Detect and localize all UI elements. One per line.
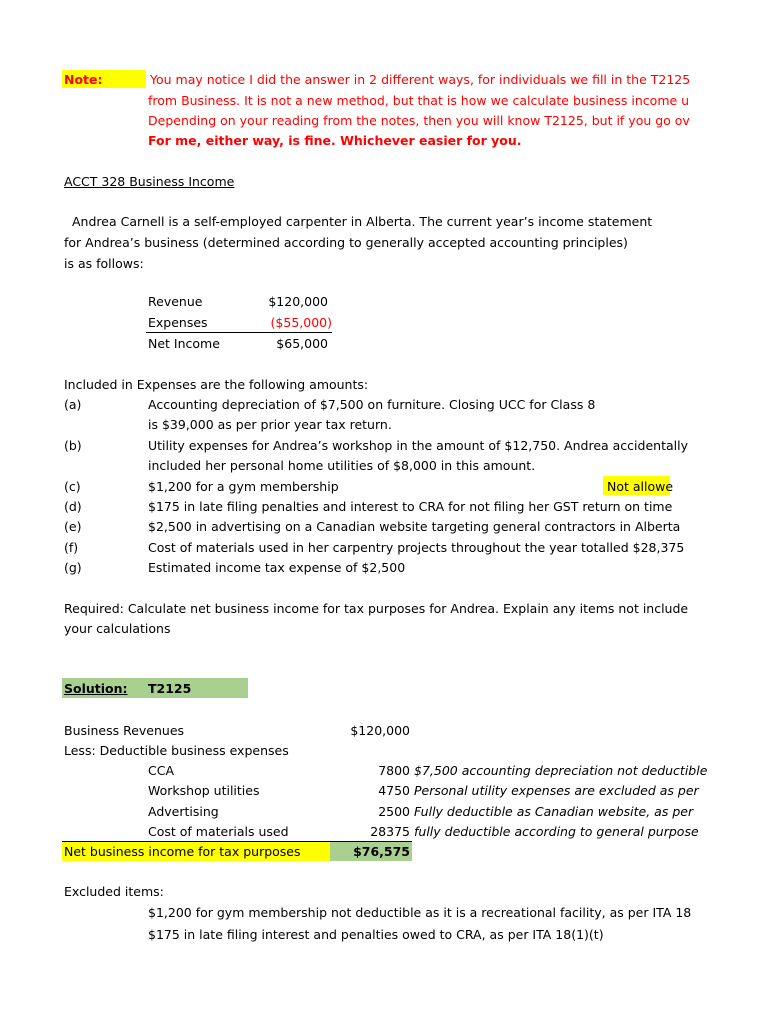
is-revenue-label: Revenue: [148, 294, 203, 309]
item-b-text: Utility expenses for Andrea’s workshop in the amount of $12,750. Andrea accidentally: [148, 438, 688, 453]
business-revenues-value: $120,000: [350, 723, 410, 738]
note-line-3: Depending on your reading from the notes, then you will know T2125, but if you go ov: [148, 113, 690, 128]
item-c-note: Not allowe: [607, 479, 674, 494]
net-business-income-value: $76,575: [353, 844, 410, 859]
item-f-letter: (f): [64, 540, 79, 555]
business-revenues-label: Business Revenues: [64, 723, 185, 738]
materials-value: 28375: [370, 824, 410, 839]
required-line-2: your calculations: [64, 621, 171, 636]
item-a-text: Accounting depreciation of $7,500 on furniture. Closing UCC for Class 8: [148, 397, 596, 412]
item-d-letter: (d): [64, 499, 82, 514]
is-net-income-label: Net Income: [148, 336, 220, 351]
cca-value: 7800: [378, 763, 410, 778]
note-label: Note:: [64, 72, 103, 87]
workshop-utilities-label: Workshop utilities: [148, 783, 260, 798]
item-c-letter: (c): [64, 479, 81, 494]
intro-line-2: for Andrea’s business (determined according to generally accepted accounting principles): [64, 235, 628, 250]
item-e-letter: (e): [64, 519, 82, 534]
less-expenses-label: Less: Deductible business expenses: [64, 743, 289, 758]
advertising-label: Advertising: [148, 804, 219, 819]
note-line-4: For me, either way, is fine. Whichever easier for you.: [148, 133, 522, 148]
advertising-value: 2500: [378, 804, 410, 819]
note-line-1: You may notice I did the answer in 2 different ways, for individuals we fill in the T2125: [150, 72, 691, 87]
page-title: ACCT 328 Business Income: [64, 174, 235, 189]
is-net-income-value: $65,000: [276, 336, 328, 351]
excluded-line-1: $1,200 for gym membership not deductible as it is a recreational facility, as per ITA 18: [148, 905, 692, 920]
excluded-line-2: $175 in late filing interest and penalties owed to CRA, as per ITA 18(1)(t): [148, 927, 604, 942]
item-g-text: Estimated income tax expense of $2,500: [148, 560, 406, 575]
excluded-heading: Excluded items:: [64, 884, 164, 899]
materials-note: fully deductible according to general purpose: [414, 824, 699, 839]
cca-note: $7,500 accounting depreciation not deductible: [414, 763, 708, 778]
is-total-rule: [146, 332, 332, 333]
is-expenses-label: Expenses: [148, 315, 208, 330]
advertising-note: Fully deductible as Canadian website, as per: [414, 804, 694, 819]
solution-label: Solution:: [64, 681, 128, 696]
materials-label: Cost of materials used: [148, 824, 289, 839]
solution-form: T2125: [148, 681, 192, 696]
workshop-utilities-note: Personal utility expenses are excluded as per: [414, 783, 699, 798]
intro-line-3: is as follows:: [64, 256, 144, 271]
item-b-letter: (b): [64, 438, 82, 453]
item-e-text: $2,500 in advertising on a Canadian website targeting general contractors in Alberta: [148, 519, 681, 534]
item-g-letter: (g): [64, 560, 82, 575]
required-line-1: Required: Calculate net business income for tax purposes for Andrea. Explain any items not include: [64, 601, 689, 616]
is-revenue-value: $120,000: [268, 294, 328, 309]
intro-line-1: Andrea Carnell is a self-employed carpenter in Alberta. The current year’s income statement: [72, 214, 653, 229]
item-a-letter: (a): [64, 397, 82, 412]
item-c-text: $1,200 for a gym membership: [148, 479, 339, 494]
item-b-text-2: included her personal home utilities of $8,000 in this amount.: [148, 458, 536, 473]
cca-label: CCA: [148, 763, 175, 778]
note-line-2: from Business. It is not a new method, but that is how we calculate business income u: [148, 93, 690, 108]
item-f-text: Cost of materials used in her carpentry projects throughout the year totalled $28,375: [148, 540, 685, 555]
item-a-text-2: is $39,000 as per prior year tax return.: [148, 417, 392, 432]
net-business-income-label: Net business income for tax purposes: [64, 844, 301, 859]
is-expenses-value: ($55,000): [270, 315, 332, 330]
workshop-utilities-value: 4750: [378, 783, 410, 798]
item-d-text: $175 in late filing penalties and interest to CRA for not filing her GST return on time: [148, 499, 673, 514]
included-heading: Included in Expenses are the following amounts:: [64, 377, 369, 392]
